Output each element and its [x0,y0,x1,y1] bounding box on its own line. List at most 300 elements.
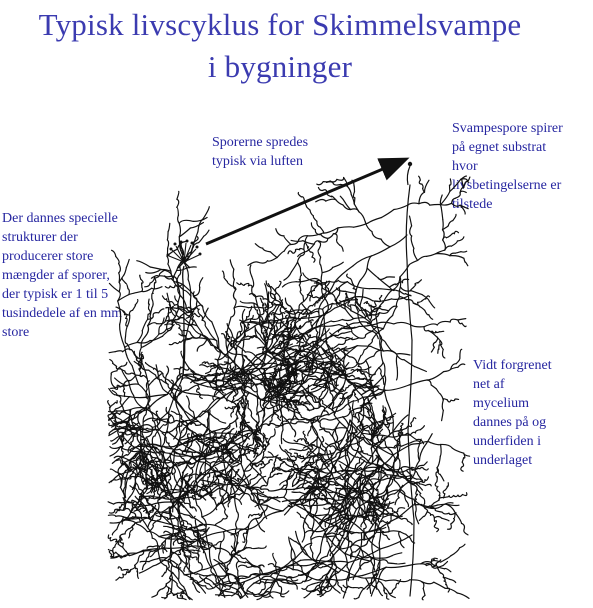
hypha-segment [311,536,323,539]
hypha-segment [441,444,453,448]
hypha-segment [280,306,282,313]
hypha-segment [117,418,123,422]
hypha-segment [410,432,415,435]
hypha-segment [323,228,338,233]
hypha-segment [197,574,203,576]
hypha-segment [189,552,191,559]
hypha-segment [260,468,263,471]
hypha-segment [158,371,163,374]
hypha-segment [437,456,440,467]
hypha-segment [462,458,463,462]
title-line-1: Typisk livscyklus for Skimmelsvampe [38,7,522,42]
hypha-segment [291,422,297,424]
hypha-segment [222,334,226,338]
hypha-segment [323,566,328,567]
hypha-segment [167,248,168,256]
hypha-segment [413,248,417,260]
hypha-segment [419,180,422,184]
hypha-segment [110,447,120,449]
hypha-segment [452,241,458,246]
hypha-segment [431,385,436,389]
hypha-segment [313,553,317,560]
hypha-segment [222,363,228,365]
hypha-segment [437,321,450,325]
hypha-segment [277,251,284,257]
hypha-segment [178,215,180,223]
hypha-segment [183,545,184,549]
hypha-segment [312,504,327,506]
hypha-segment [126,478,128,488]
hypha-segment [237,512,239,520]
hypha-segment [402,518,407,521]
hypha-segment [391,515,397,516]
hypha-segment [389,284,396,287]
hypha-segment [455,399,459,400]
hypha-segment [446,584,448,588]
hypha-segment [203,207,209,219]
label-line: underlaget [473,453,533,468]
hypha-segment [295,472,301,473]
hypha-segment [225,407,229,408]
mycelium-network [108,176,470,600]
hypha-segment [156,460,161,462]
hypha-segment [120,325,125,348]
hypha-segment [219,480,221,489]
hypha-segment [410,226,412,236]
hypha-segment [222,492,227,497]
hypha-segment [178,579,183,586]
hypha-segment [420,307,425,311]
hypha-segment [280,586,282,592]
hypha-segment [447,483,448,487]
hypha-segment [248,408,252,416]
hypha-segment [442,410,444,420]
hypha-segment [442,349,444,358]
hypha-segment [245,283,249,285]
hypha-segment [145,326,148,337]
hypha-segment [108,515,115,516]
hypha-segment [292,584,297,589]
hypha-segment [343,417,349,425]
hypha-segment [267,457,273,458]
hypha-segment [200,576,205,580]
hypha-segment [382,210,394,218]
hypha-segment [237,533,238,543]
hypha-segment [116,577,120,580]
hypha-segment [411,291,422,295]
hypha-segment [333,184,340,185]
hypha-segment [146,557,149,563]
hypha-segment [141,366,148,370]
hypha-segment [236,354,244,356]
hypha-segment [400,287,411,291]
hypha-segment [354,588,359,589]
hypha-segment [325,492,327,497]
hypha-segment [424,434,432,447]
hypha-segment [165,324,172,325]
hypha-segment [243,407,244,409]
hypha-segment [177,268,187,270]
hypha-segment [165,286,170,288]
hypha-segment [455,252,461,254]
hypha-segment [302,529,305,542]
label-line: mycelium [473,396,529,411]
hypha-segment [184,360,189,368]
hypha-segment [206,529,210,550]
hypha-segment [450,233,454,235]
hypha-segment [411,236,414,248]
hypha-segment [354,322,360,323]
hypha-segment [438,569,441,573]
hypha-segment [281,430,283,444]
hypha-segment [340,422,347,428]
hypha-segment [166,579,170,584]
hypha-segment [299,285,301,291]
hypha-segment [380,535,412,549]
hypha-segment [180,367,181,373]
hypha-segment [366,356,374,360]
hypha-segment [189,497,191,503]
hypha-segment [223,486,224,490]
hypha-segment [310,459,314,463]
hypha-segment [237,283,241,285]
hypha-segment [183,525,187,527]
hypha-segment [455,513,461,524]
hypha-segment [386,385,409,390]
hypha-segment [381,351,383,363]
hypha-segment [418,256,427,260]
hypha-segment [126,429,139,430]
label-line: strukturer der [2,230,78,245]
hypha-segment [374,350,381,356]
hypha-segment [302,351,307,352]
hypha-segment [435,510,442,512]
hypha-segment [454,495,458,497]
hypha-segment [204,230,209,236]
hypha-segment [167,256,168,264]
hypha-segment [331,320,342,322]
hypha-segment [321,265,323,273]
hypha-segment [293,419,299,420]
hypha-segment [181,590,185,592]
hypha-segment [438,349,439,353]
hypha-segment [378,581,384,587]
hypha-segment [240,555,246,558]
hypha-segment [251,548,259,549]
hypha-segment [380,472,381,482]
hypha-segment [351,311,362,317]
hypha-segment [437,477,438,482]
hypha-segment [136,483,139,489]
hypha-segment [190,223,203,229]
hypha-segment [200,532,223,539]
hypha-segment [200,490,201,498]
hypha-segment [425,484,431,486]
hypha-segment [147,546,153,548]
hypha-segment [401,423,403,426]
hypha-segment [407,299,414,303]
hypha-segment [186,267,196,268]
hypha-segment [202,362,205,364]
hypha-segment [336,348,340,350]
hypha-segment [454,231,458,233]
hypha-segment [350,357,357,364]
hypha-segment [371,448,372,456]
hypha-segment [406,501,408,507]
hypha-segment [386,344,391,351]
hypha-segment [423,462,428,466]
hypha-segment [358,563,365,571]
hypha-segment [344,332,350,334]
hypha-segment [171,302,175,306]
hypha-segment [224,595,232,596]
hypha-segment [179,557,186,564]
hypha-segment [291,578,298,581]
hypha-segment [145,484,147,489]
hypha-segment [197,472,202,475]
hypha-segment [110,419,113,423]
hypha-segment [383,556,393,559]
hypha-segment [323,181,330,182]
hypha-segment [361,367,371,370]
hypha-segment [174,421,180,422]
hypha-segment [425,477,429,481]
hypha-segment [413,418,416,421]
hypha-segment [320,257,321,265]
hypha-segment [268,320,269,327]
hypha-segment [458,319,466,320]
hypha-segment [295,453,298,454]
hypha-segment [140,275,141,279]
hypha-segment [462,523,465,529]
hypha-segment [296,376,297,380]
hypha-segment [125,529,129,534]
hypha-segment [441,556,451,562]
hypha-segment [299,484,305,486]
hypha-segment [464,181,467,187]
hypha-segment [227,563,230,569]
hypha-segment [371,479,378,480]
hypha-segment [409,380,427,385]
hypha-segment [304,322,308,325]
hypha-segment [394,322,411,325]
hypha-segment [302,304,307,309]
hypha-segment [118,544,123,547]
hypha-segment [198,556,200,563]
hypha-segment [223,515,227,519]
hypha-segment [458,364,465,367]
hypha-segment [436,389,440,394]
hypha-segment [197,345,202,351]
hypha-segment [462,462,463,467]
hypha-segment [306,402,310,403]
label-line: store [2,325,30,340]
hypha-segment [431,347,434,352]
hypha-segment [252,316,253,319]
hypha-segment [174,479,180,490]
hypha-segment [413,303,420,307]
hypha-segment [108,550,112,551]
hypha-segment [163,331,169,336]
hypha-segment [159,326,161,334]
hypha-segment [119,273,120,282]
hypha-segment [196,588,200,592]
hypha-segment [242,339,249,340]
hypha-segment [324,508,329,509]
hypha-segment [420,426,424,430]
hypha-segment [202,507,217,517]
hypha-segment [431,515,435,518]
hypha-segment [308,525,312,529]
hypha-segment [116,404,124,409]
hypha-segment [298,262,301,268]
hypha-segment [231,308,235,317]
hypha-segment [213,396,215,400]
hypha-segment [259,582,265,584]
hypha-segment [233,269,234,279]
hypha-segment [113,547,115,552]
hypha-segment [164,531,171,534]
hypha-segment [222,532,225,542]
hypha-segment [117,460,121,462]
hypha-segment [213,429,222,432]
hypha-segment [305,236,307,243]
hypha-segment [205,325,208,330]
hypha-segment [319,379,325,380]
hypha-segment [451,548,460,556]
hypha-segment [157,321,166,324]
hypha-segment [332,580,336,587]
hypha-segment [262,576,271,579]
hypha-segment [268,284,271,292]
hypha-segment [460,349,462,357]
hypha-segment [384,375,386,388]
hypha-segment [300,269,301,276]
hypha-segment [397,368,398,380]
hypha-segment [363,390,368,392]
hypha-segment [205,308,208,314]
hypha-segment [393,587,396,590]
hypha-segment [200,462,204,474]
label-line: tilstede [452,197,493,212]
hypha-segment [329,280,338,282]
hypha-segment [423,589,425,596]
hypha-segment [128,553,137,554]
hypha-segment [192,421,198,422]
hypha-segment [231,412,234,417]
hypha-segment [123,547,127,551]
hypha-segment [315,301,320,306]
hypha-segment [176,466,181,479]
hypha-segment [193,583,196,588]
hypha-segment [419,202,430,205]
hypha-segment [193,557,197,560]
hypha-segment [460,544,465,548]
hypha-segment [118,567,121,569]
hypha-segment [424,327,428,331]
hypha-segment [359,589,364,598]
hypha-segment [320,227,324,233]
hypha-segment [441,207,443,219]
hypha-segment [254,469,259,474]
hypha-segment [361,268,367,279]
hypha-segment [303,296,304,302]
hypha-segment [115,395,130,397]
hypha-segment [228,503,229,507]
hypha-segment [377,486,379,490]
hypha-segment [188,385,198,390]
hypha-segment [398,580,410,582]
hypha-segment [308,306,313,310]
hypha-segment [284,244,291,251]
hypha-segment [152,287,162,289]
hypha-segment [124,267,127,275]
hypha-segment [422,595,425,599]
hypha-segment [145,283,150,287]
hypha-segment [419,516,423,520]
hypha-segment [277,337,279,342]
hypha-segment [349,323,354,326]
hypha-segment [272,468,273,472]
hypha-segment [304,243,306,250]
hypha-segment [347,186,351,195]
hypha-segment [282,314,283,321]
hypha-segment [325,534,327,541]
hypha-segment [233,289,235,298]
hypha-segment [197,505,202,517]
hypha-segment [363,451,368,454]
hypha-segment [236,520,238,528]
label-line: mængder af sporer, [2,268,110,283]
hypha-segment [204,580,209,584]
hypha-segment [175,296,178,302]
hypha-segment [429,315,433,320]
hypha-segment [129,535,130,538]
hypha-segment [240,301,249,303]
hypha-segment [195,394,208,395]
hypha-segment [145,363,149,367]
hypha-segment [162,296,166,300]
hypha-segment [173,573,179,580]
hypha-segment [268,477,270,482]
hypha-segment [443,561,447,565]
hypha-segment [415,430,420,433]
label-line: Vidt forgrenet [473,358,552,373]
hypha-segment [119,282,120,291]
hypha-segment [305,435,307,439]
hypha-segment [284,482,287,486]
hypha-segment [256,296,263,299]
hypha-segment [286,315,288,319]
hypha-segment [446,236,450,238]
hypha-segment [399,532,401,540]
hypha-segment [222,581,228,583]
hypha-segment [155,419,167,420]
hypha-segment [461,467,463,472]
hypha-segment [152,293,153,299]
hypha-segment [395,498,399,505]
hypha-segment [262,463,265,465]
hypha-segment [122,278,126,283]
hypha-segment [429,301,435,308]
hypha-segment [233,466,237,468]
hypha-segment [129,291,142,294]
hypha-segment [146,271,159,273]
hypha-segment [390,235,407,247]
hypha-segment [358,533,362,555]
hypha-segment [199,236,204,242]
hypha-segment [148,520,152,527]
